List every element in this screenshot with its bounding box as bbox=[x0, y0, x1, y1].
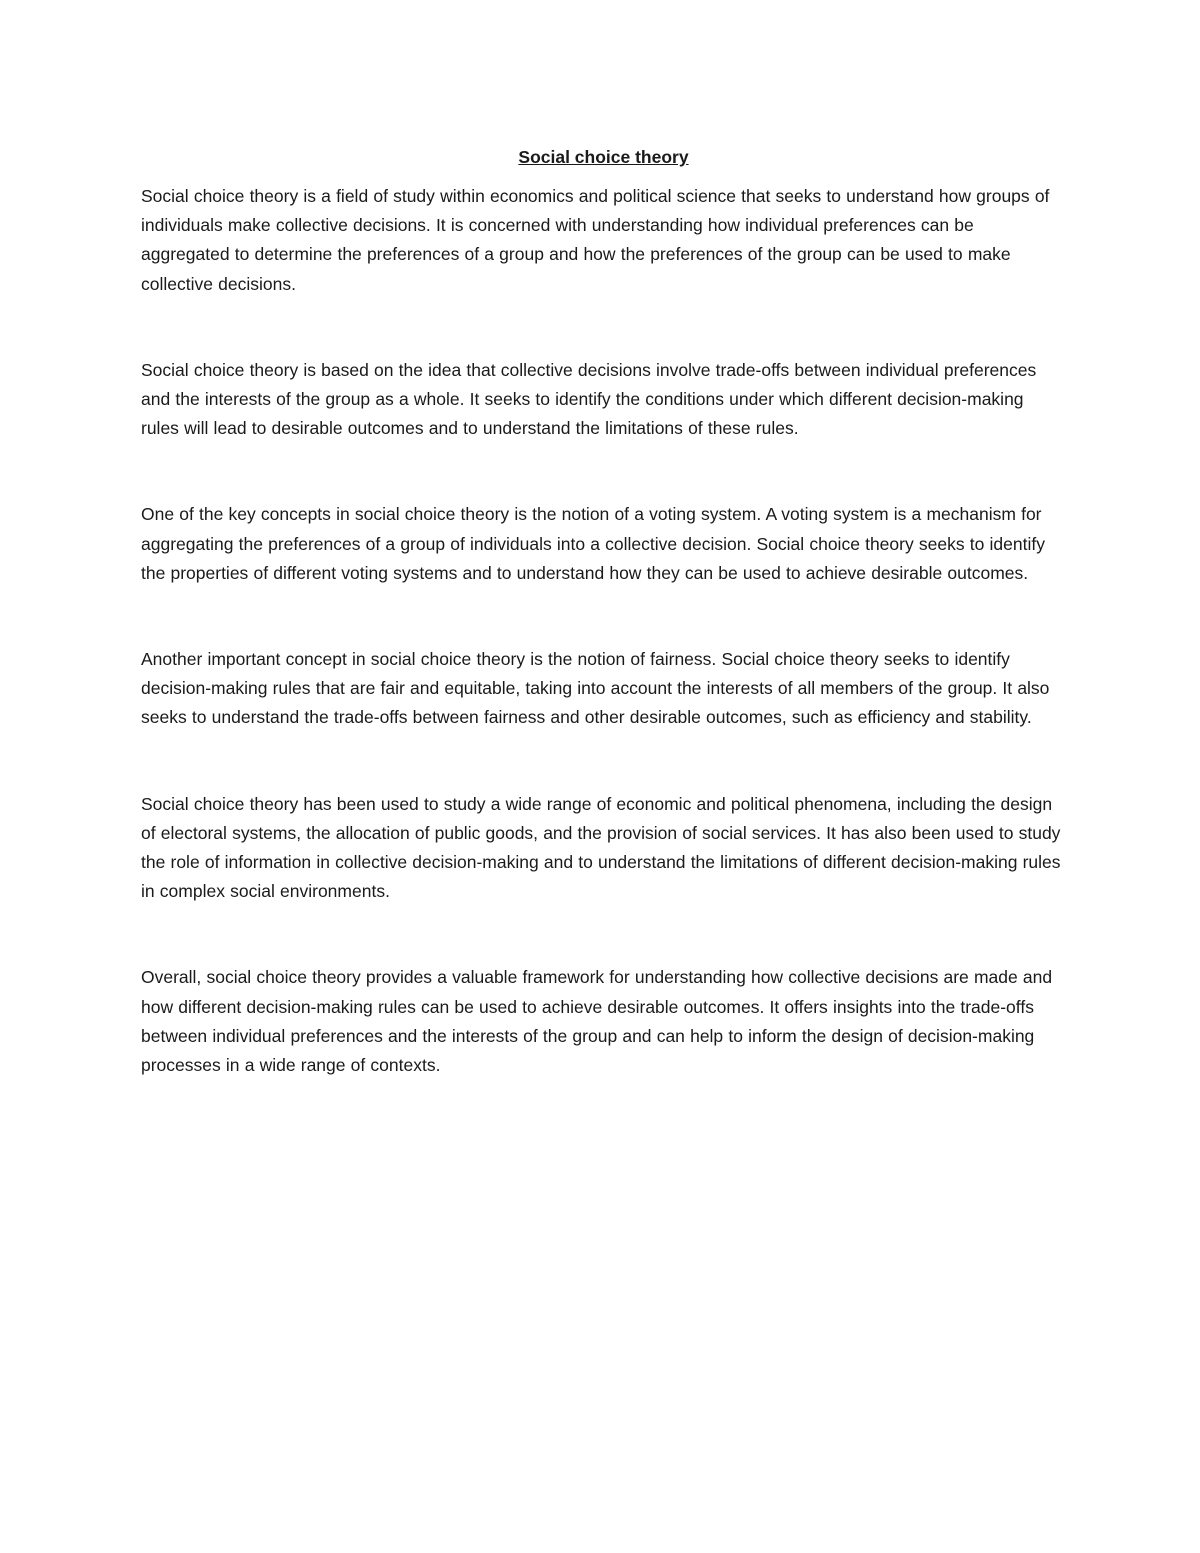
paragraph-applications: Social choice theory has been used to study a wide range of economic and political phenomena, including the design of electoral systems, the allocation of public goods, and the provision of social services. It has also been used to study the role of information in collective decision-making and to understand the limitations of different decision-making rules in complex social environments. bbox=[141, 793, 1061, 902]
paragraph-conclusion: Overall, social choice theory provides a valuable framework for understanding how collective decisions are made and how different decision-making rules can be used to achieve desirable outcomes. It offers insights into the trade-offs between individual preferences and the interests of the group and can help to inform the design of decision-making processes in a wide range of contexts. bbox=[141, 967, 1053, 1076]
paragraph-voting-system: One of the key concepts in social choice theory is the notion of a voting system. A voting system is a mechanism for aggregating the preferences of a group of individuals into a collective decision. Social choice theory seeks to identify the properties of different voting systems and to understand how they can be used to achieve desirable outcomes. bbox=[141, 504, 1045, 583]
document-body bbox=[141, 143, 1066, 1080]
paragraph-trade-offs: Social choice theory is based on the idea that collective decisions involve trade-offs between individual preferences and the interests of the group as a whole. It seeks to identify the conditions under which different decision-making rules will lead to desirable outcomes and to understand the limitations of these rules. bbox=[141, 359, 1037, 439]
document-title: Social choice theory bbox=[518, 147, 689, 167]
paragraph-fairness: Another important concept in social choice theory is the notion of fairness. Social choice theory seeks to identify decision-making rules that are fair and equitable, taking into account the interests of all members of the group. It also seeks to understand the trade-offs between fairness and other desirable outcomes, such as efficiency and stability. bbox=[141, 649, 1050, 728]
paragraph-intro: Social choice theory is a field of study within economics and political science that seeks to understand how groups of individuals make collective decisions. It is concerned with understanding how individual preferences can be aggregated to determine the preferences of a group and how the preferences of the group can be used to make collective decisions. bbox=[141, 186, 1050, 294]
